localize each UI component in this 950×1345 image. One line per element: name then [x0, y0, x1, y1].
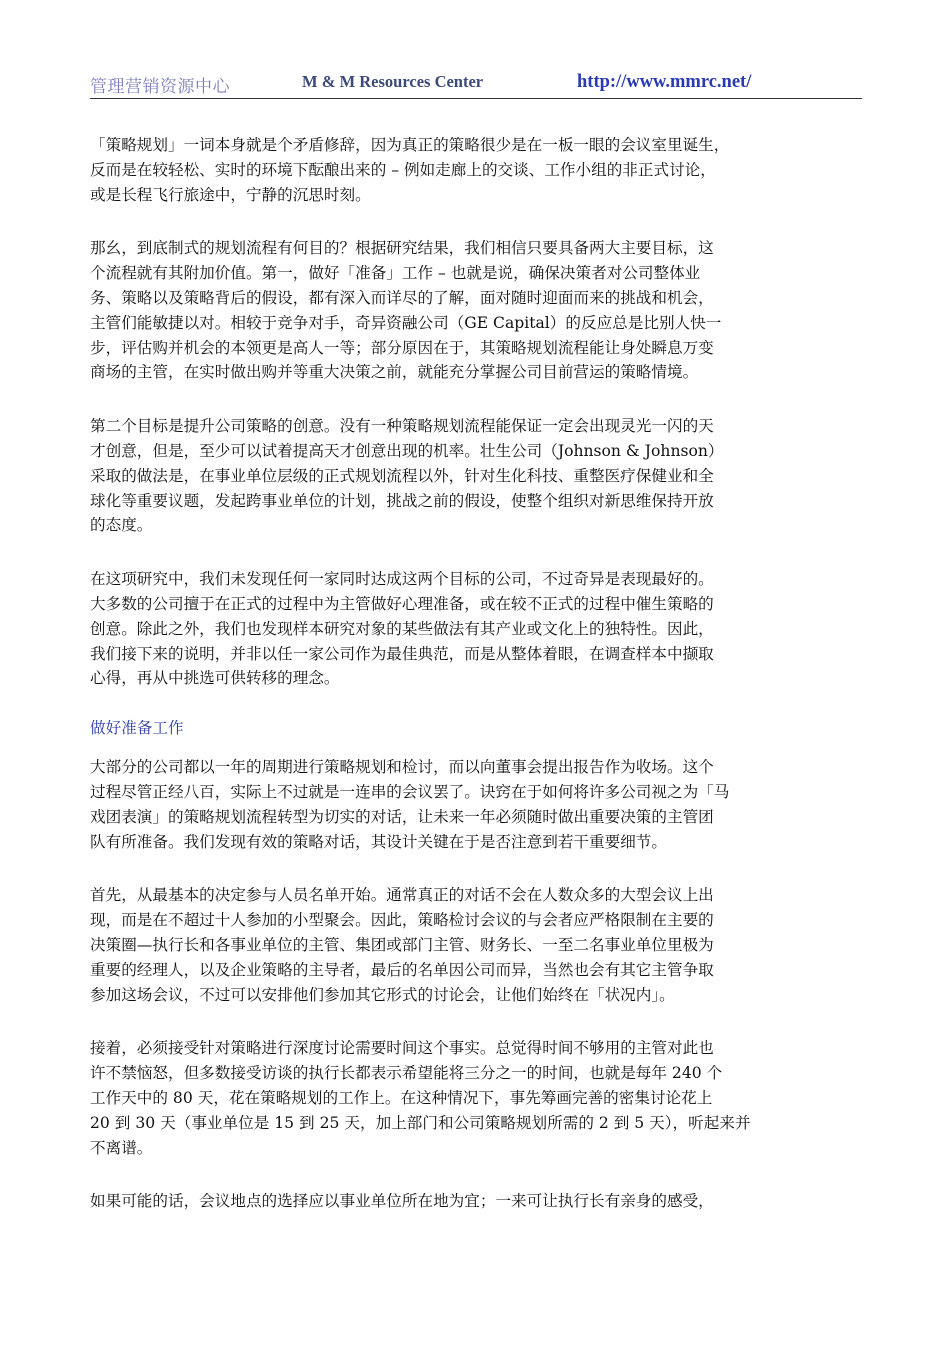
text-line: 第二个目标是提升公司策略的创意。没有一种策略规划流程能保证一定会出现灵光一闪的天	[90, 417, 714, 436]
text-line: 反而是在较轻松、实时的环境下酝酿出来的 – 例如走廊上的交谈、工作小组的非正式讨论，	[90, 160, 716, 179]
text-line: 主管们能敏捷以对。相较于竞争对手，奇异资融公司（GE Capital）的反应总是比别人快一	[90, 313, 722, 332]
text-line: 20 到 30 天（事业单位是 15 到 25 天，加上部门和公司策略规划所需的 2 到 5 天），听起来并	[90, 1113, 751, 1132]
text-line: 许不禁恼怒，但多数接受访谈的执行长都表示希望能将三分之一的时间，也就是每年 240 个	[90, 1064, 723, 1083]
text-line: 不离谱。	[90, 1138, 153, 1157]
text-line: 务、策略以及策略背后的假设，都有深入而详尽的了解，面对随时迎面而来的挑战和机会，	[90, 288, 714, 307]
text-line: 工作天中的 80 天，花在策略规划的工作上。在这种情况下，事先筹画完善的密集讨论花上	[90, 1088, 713, 1107]
text-line: 重要的经理人，以及企业策略的主导者，最后的名单因公司而异，当然也会有其它主管争取	[90, 960, 714, 979]
text-line: 个流程就有其附加价值。第一，做好「准备」工作 – 也就是说，确保决策者对公司整体业	[90, 264, 701, 283]
text-line: 过程尽管正经八百，实际上不过就是一连串的会议罢了。诀窍在于如何将许多公司视之为「马	[90, 782, 730, 801]
text-line: 的态度。	[90, 516, 153, 535]
page-header	[90, 68, 862, 99]
section-heading: 做好准备工作	[90, 719, 184, 738]
text-line: 步，评估购并机会的本领更是高人一等；部分原因在于，其策略规划流程能让身处瞬息万变	[90, 338, 714, 357]
text-line: 首先，从最基本的决定参与人员名单开始。通常真正的对话不会在人数众多的大型会议上出	[90, 886, 714, 905]
text-line: 心得，再从中挑选可供转移的理念。	[90, 669, 340, 688]
text-line: 戏团表演」的策略规划流程转型为切实的对话，让未来一年必须随时做出重要决策的主管团	[90, 807, 714, 826]
paragraph-6	[90, 883, 862, 1007]
text-line: 才创意，但是，至少可以试着提高天才创意出现的机率。壮生公司（Johnson & Johnson）	[90, 441, 724, 460]
text-line: 或是长程飞行旅途中，宁静的沉思时刻。	[90, 185, 371, 204]
paragraph-7	[90, 1036, 862, 1160]
text-line: 商场的主管，在实时做出购并等重大决策之前，就能充分掌握公司目前营运的策略情境。	[90, 363, 699, 382]
paragraph-3	[90, 414, 862, 538]
header-org-en: M & M Resources Center	[302, 72, 484, 91]
text-line: 接着，必须接受针对策略进行深度讨论需要时间这个事实。总觉得时间不够用的主管对此也	[90, 1039, 714, 1058]
text-line: 大部分的公司都以一年的周期进行策略规划和检讨，而以向董事会提出报告作为收场。这个	[90, 758, 714, 777]
text-line: 队有所准备。我们发现有效的策略对话，其设计关键在于是否注意到若干重要细节。	[90, 832, 667, 851]
text-line: 参加这场会议，不过可以安排他们参加其它形式的讨论会，让他们始终在「状况内」。	[90, 985, 675, 1004]
text-line: 那幺，到底制式的规划流程有何目的？根据研究结果，我们相信只要具备两大主要目标，这	[90, 239, 714, 258]
text-line: 我们接下来的说明，并非以任一家公司作为最佳典范，而是从整体着眼，在调查样本中撷取	[90, 644, 714, 663]
text-line: 决策圈—执行长和各事业单位的主管、集团或部门主管、财务长、一至二名事业单位里极为	[90, 935, 714, 954]
text-line: 现，而是在不超过十人参加的小型聚会。因此，策略检讨会议的与会者应严格限制在主要的	[90, 911, 714, 930]
text-line: 大多数的公司擅于在正式的过程中为主管做好心理准备，或在较不正式的过程中催生策略的	[90, 594, 714, 613]
header-url-link[interactable]: http://www.mmrc.net/	[577, 72, 752, 92]
text-line: 「策略规划」一词本身就是个矛盾修辞，因为真正的策略很少是在一板一眼的会议室里诞生，	[90, 136, 730, 154]
document-body	[90, 133, 862, 1243]
text-line: 采取的做法是，在事业单位层级的正式规划流程以外，针对生化科技、重整医疗保健业和全	[90, 466, 714, 485]
paragraph-8	[90, 1189, 862, 1214]
paragraph-1	[90, 133, 862, 207]
text-line: 如果可能的话，会议地点的选择应以事业单位所在地为宜；一来可让执行长有亲身的感受，	[90, 1192, 714, 1211]
text-line: 创意。除此之外，我们也发现样本研究对象的某些做法有其产业或文化上的独特性。因此，	[90, 619, 714, 638]
paragraph-5	[90, 755, 862, 854]
paragraph-2	[90, 236, 862, 385]
header-org-cn: 管理营销资源中心	[90, 77, 230, 97]
text-line: 在这项研究中，我们未发现任何一家同时达成这两个目标的公司，不过奇异是表现最好的。	[90, 570, 714, 589]
paragraph-4	[90, 567, 862, 691]
text-line: 球化等重要议题，发起跨事业单位的计划，挑战之前的假设，使整个组织对新思维保持开放	[90, 491, 714, 510]
